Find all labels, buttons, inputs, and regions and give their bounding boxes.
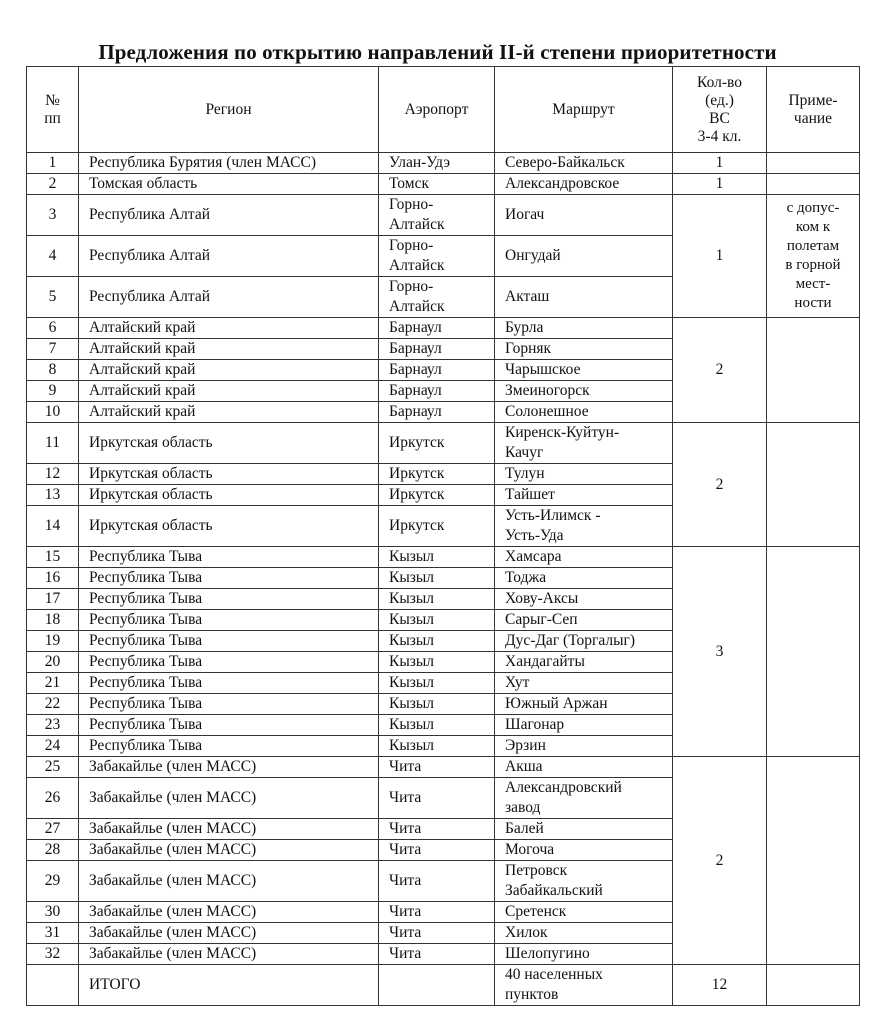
row-number: 20 xyxy=(27,652,79,673)
airport-cell: Чита xyxy=(379,923,495,944)
row-number: 31 xyxy=(27,923,79,944)
qty-cell: 1 xyxy=(673,195,767,318)
row-number: 22 xyxy=(27,694,79,715)
row-number: 9 xyxy=(27,381,79,402)
route-cell: Горняк xyxy=(495,339,673,360)
airport-cell: Чита xyxy=(379,902,495,923)
region-cell: Республика Тыва xyxy=(79,736,379,757)
total-row xyxy=(27,965,860,1006)
airport-cell: Кызыл xyxy=(379,715,495,736)
row-number: 18 xyxy=(27,610,79,631)
table-row xyxy=(27,174,860,195)
airport-cell: Горно- Алтайск xyxy=(379,236,495,277)
region-cell: Республика Бурятия (член МАСС) xyxy=(79,153,379,174)
airport-cell: Барнаул xyxy=(379,339,495,360)
region-cell: Республика Тыва xyxy=(79,652,379,673)
region-cell: Забакайлье (член МАСС) xyxy=(79,757,379,778)
header-note: Приме- чание xyxy=(767,67,860,153)
row-number: 15 xyxy=(27,547,79,568)
region-cell: Алтайский край xyxy=(79,318,379,339)
route-cell: Тайшет xyxy=(495,485,673,506)
route-cell: Онгудай xyxy=(495,236,673,277)
region-cell: Алтайский край xyxy=(79,360,379,381)
route-cell: Южный Аржан xyxy=(495,694,673,715)
airport-cell: Чита xyxy=(379,778,495,819)
row-number: 4 xyxy=(27,236,79,277)
route-cell: Могоча xyxy=(495,840,673,861)
route-cell: Солонешное xyxy=(495,402,673,423)
region-cell: Забакайлье (член МАСС) xyxy=(79,923,379,944)
region-cell: Республика Тыва xyxy=(79,610,379,631)
header-airport: Аэропорт xyxy=(379,67,495,153)
route-cell: Тулун xyxy=(495,464,673,485)
row-number: 6 xyxy=(27,318,79,339)
row-number: 28 xyxy=(27,840,79,861)
routes-table xyxy=(26,66,860,1006)
airport-cell: Кызыл xyxy=(379,652,495,673)
header-row xyxy=(27,67,860,153)
table-row xyxy=(27,547,860,568)
airport-cell: Чита xyxy=(379,819,495,840)
route-cell: Петровск Забайкальский xyxy=(495,861,673,902)
airport-cell: Чита xyxy=(379,840,495,861)
route-cell: Иогач xyxy=(495,195,673,236)
route-cell: Шагонар xyxy=(495,715,673,736)
note-cell xyxy=(767,757,860,965)
row-number: 2 xyxy=(27,174,79,195)
airport-cell: Горно- Алтайск xyxy=(379,277,495,318)
total-note-cell xyxy=(767,965,860,1006)
region-cell: Томская область xyxy=(79,174,379,195)
region-cell: Республика Тыва xyxy=(79,715,379,736)
airport-cell: Кызыл xyxy=(379,673,495,694)
row-number: 14 xyxy=(27,506,79,547)
route-cell: Хамсара xyxy=(495,547,673,568)
airport-cell: Чита xyxy=(379,861,495,902)
route-cell: Александровский завод xyxy=(495,778,673,819)
row-number: 17 xyxy=(27,589,79,610)
route-cell: Тоджа xyxy=(495,568,673,589)
route-cell: Северо-Байкальск xyxy=(495,153,673,174)
route-cell: Бурла xyxy=(495,318,673,339)
region-cell: Республика Тыва xyxy=(79,568,379,589)
qty-cell: 1 xyxy=(673,153,767,174)
note-cell xyxy=(767,153,860,174)
header-num: № пп xyxy=(27,67,79,153)
row-number: 23 xyxy=(27,715,79,736)
airport-cell: Горно- Алтайск xyxy=(379,195,495,236)
route-cell: Эрзин xyxy=(495,736,673,757)
route-cell: Балей xyxy=(495,819,673,840)
region-cell: Забакайлье (член МАСС) xyxy=(79,819,379,840)
row-number: 12 xyxy=(27,464,79,485)
row-number: 29 xyxy=(27,861,79,902)
region-cell: Республика Тыва xyxy=(79,673,379,694)
table-row xyxy=(27,423,860,464)
region-cell: Алтайский край xyxy=(79,339,379,360)
header-route: Маршрут xyxy=(495,67,673,153)
region-cell: Забакайлье (член МАСС) xyxy=(79,902,379,923)
table-body xyxy=(27,153,860,1006)
airport-cell: Кызыл xyxy=(379,589,495,610)
total-empty-cell xyxy=(27,965,79,1006)
region-cell: Республика Алтай xyxy=(79,277,379,318)
route-cell: Усть-Илимск - Усть-Уда xyxy=(495,506,673,547)
region-cell: Иркутская область xyxy=(79,506,379,547)
qty-cell: 2 xyxy=(673,423,767,547)
total-route-cell: 40 населенных пунктов xyxy=(495,965,673,1006)
row-number: 21 xyxy=(27,673,79,694)
route-cell: Хову-Аксы xyxy=(495,589,673,610)
route-cell: Чарышское xyxy=(495,360,673,381)
airport-cell: Иркутск xyxy=(379,423,495,464)
route-cell: Хилок xyxy=(495,923,673,944)
row-number: 3 xyxy=(27,195,79,236)
region-cell: Республика Тыва xyxy=(79,631,379,652)
region-cell: Республика Тыва xyxy=(79,589,379,610)
row-number: 11 xyxy=(27,423,79,464)
table-row xyxy=(27,195,860,236)
table-row xyxy=(27,757,860,778)
row-number: 7 xyxy=(27,339,79,360)
note-cell xyxy=(767,547,860,757)
airport-cell: Кызыл xyxy=(379,631,495,652)
note-cell: с допус- ком к полетам в горной мест- ности xyxy=(767,195,860,318)
row-number: 13 xyxy=(27,485,79,506)
airport-cell: Кызыл xyxy=(379,694,495,715)
route-cell: Хандагайты xyxy=(495,652,673,673)
region-cell: Республика Тыва xyxy=(79,694,379,715)
region-cell: Республика Алтай xyxy=(79,236,379,277)
row-number: 24 xyxy=(27,736,79,757)
airport-cell: Иркутск xyxy=(379,464,495,485)
row-number: 19 xyxy=(27,631,79,652)
airport-cell: Улан-Удэ xyxy=(379,153,495,174)
region-cell: Забакайлье (член МАСС) xyxy=(79,778,379,819)
qty-cell: 3 xyxy=(673,547,767,757)
header-region: Регион xyxy=(79,67,379,153)
row-number: 10 xyxy=(27,402,79,423)
airport-cell: Иркутск xyxy=(379,485,495,506)
region-cell: Республика Алтай xyxy=(79,195,379,236)
airport-cell: Барнаул xyxy=(379,360,495,381)
qty-cell: 2 xyxy=(673,757,767,965)
route-cell: Хут xyxy=(495,673,673,694)
note-cell xyxy=(767,423,860,547)
airport-cell: Томск xyxy=(379,174,495,195)
row-number: 30 xyxy=(27,902,79,923)
total-label: ИТОГО xyxy=(79,965,379,1006)
airport-cell: Кызыл xyxy=(379,568,495,589)
row-number: 25 xyxy=(27,757,79,778)
document-title: Предложения по открытию направлений II-й степени приоритетности xyxy=(98,40,777,64)
region-cell: Алтайский край xyxy=(79,381,379,402)
region-cell: Иркутская область xyxy=(79,464,379,485)
total-airport-cell xyxy=(379,965,495,1006)
route-cell: Киренск-Куйтун- Качуг xyxy=(495,423,673,464)
airport-cell: Барнаул xyxy=(379,381,495,402)
region-cell: Республика Тыва xyxy=(79,547,379,568)
row-number: 32 xyxy=(27,944,79,965)
airport-cell: Кызыл xyxy=(379,610,495,631)
row-number: 5 xyxy=(27,277,79,318)
route-cell: Шелопугино xyxy=(495,944,673,965)
airport-cell: Чита xyxy=(379,757,495,778)
airport-cell: Барнаул xyxy=(379,402,495,423)
table-row xyxy=(27,153,860,174)
total-qty: 12 xyxy=(673,965,767,1006)
region-cell: Забакайлье (член МАСС) xyxy=(79,944,379,965)
region-cell: Алтайский край xyxy=(79,402,379,423)
route-cell: Александровское xyxy=(495,174,673,195)
route-cell: Сарыг-Сеп xyxy=(495,610,673,631)
route-cell: Акташ xyxy=(495,277,673,318)
row-number: 1 xyxy=(27,153,79,174)
region-cell: Иркутская область xyxy=(79,485,379,506)
row-number: 27 xyxy=(27,819,79,840)
qty-cell: 1 xyxy=(673,174,767,195)
route-cell: Змеиногорск xyxy=(495,381,673,402)
row-number: 8 xyxy=(27,360,79,381)
header-qty: Кол-во (ед.) ВС 3-4 кл. xyxy=(673,67,767,153)
region-cell: Иркутская область xyxy=(79,423,379,464)
note-cell xyxy=(767,318,860,423)
airport-cell: Иркутск xyxy=(379,506,495,547)
qty-cell: 2 xyxy=(673,318,767,423)
route-cell: Сретенск xyxy=(495,902,673,923)
airport-cell: Барнаул xyxy=(379,318,495,339)
airport-cell: Кызыл xyxy=(379,736,495,757)
note-cell xyxy=(767,174,860,195)
region-cell: Забакайлье (член МАСС) xyxy=(79,840,379,861)
airport-cell: Чита xyxy=(379,944,495,965)
airport-cell: Кызыл xyxy=(379,547,495,568)
region-cell: Забакайлье (член МАСС) xyxy=(79,861,379,902)
table-row xyxy=(27,318,860,339)
row-number: 16 xyxy=(27,568,79,589)
route-cell: Акша xyxy=(495,757,673,778)
row-number: 26 xyxy=(27,778,79,819)
route-cell: Дус-Даг (Торгалыг) xyxy=(495,631,673,652)
